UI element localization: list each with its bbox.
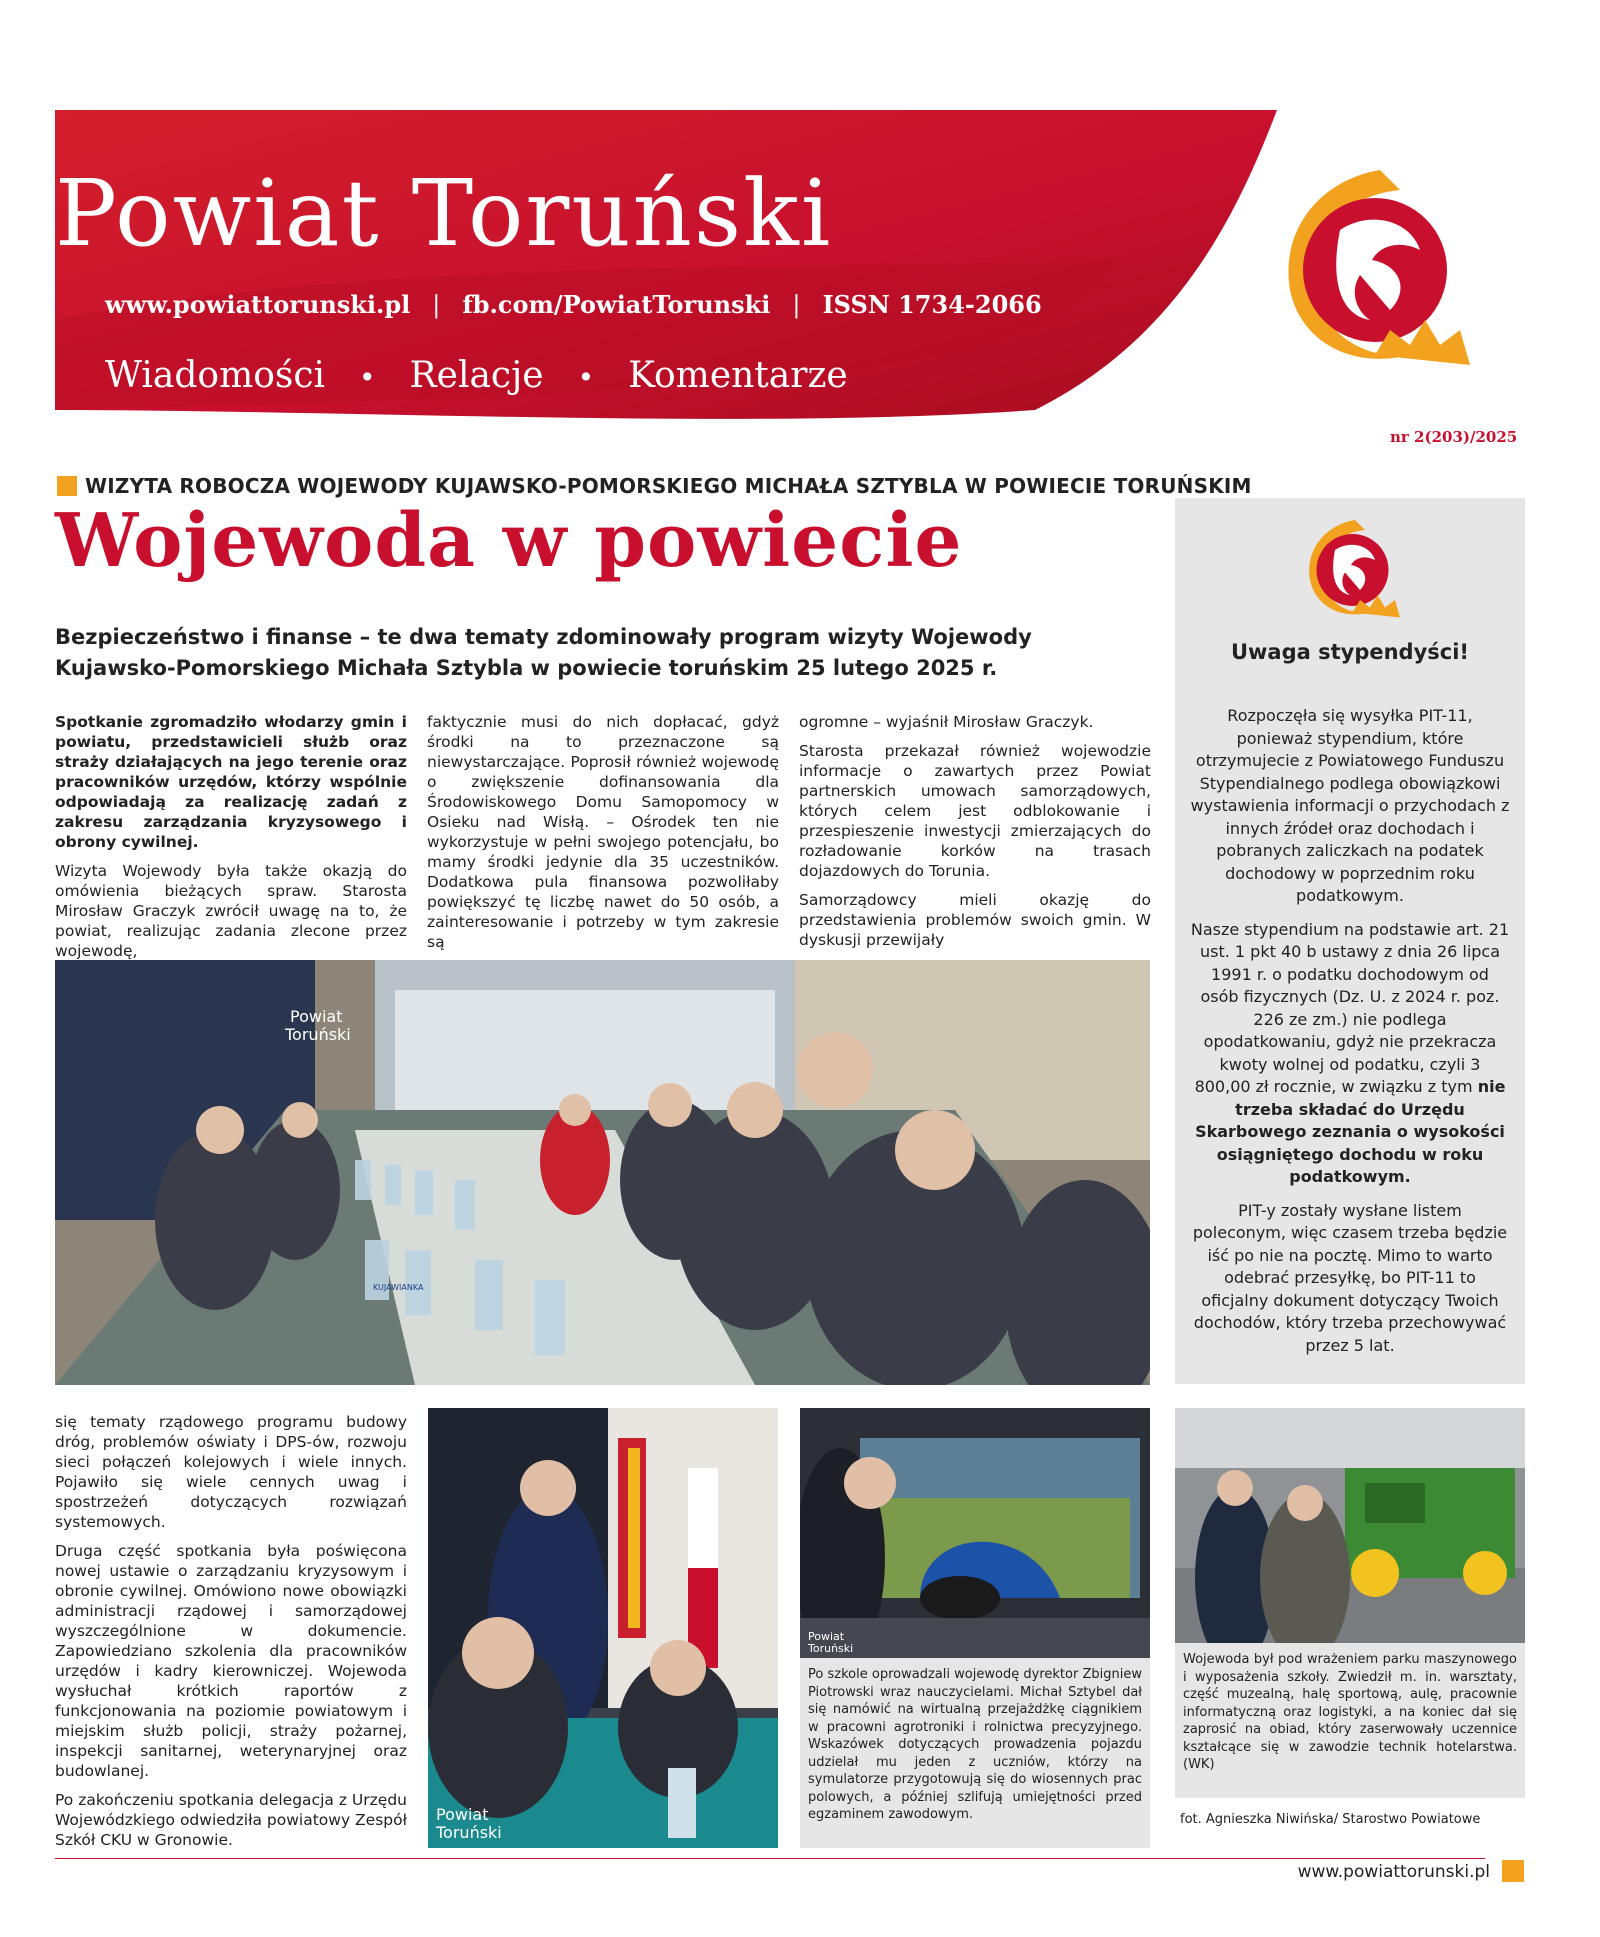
paragraph: Starosta przekazał również wojewodzie informacje o zawartych przez Powiat partnerskich umowach samorządowych, których celem jest odblokowanie i przespieszenie inwestycji zmierzających do rozładowanie korków na trasach dojazdowych do Torunia. [799, 742, 1151, 880]
paragraph: Druga część spotkania była poświęcona nowej ustawie o zarządzaniu kryzysowym i obronie cywilnej. Omówiono nowe obowiązki administracji rządowej i samorządowej wyszczególnione w dokumencie. Zapowiedziano szkolenia dla pracowników urzędów i kadry kierowniczej. Wojewoda wysłuchał krótkich raportów z funkcjonowania na poziomie powiatowym i miejskim służb policji, straży pożarnej, inspekcji sanitarnej, weterynaryjnej oraz budowlanej. [55, 1542, 407, 1780]
footer-website-link[interactable]: www.powiattorunski.pl [1297, 1862, 1490, 1882]
section-wiadomosci: Wiadomości [105, 355, 326, 396]
paragraph: Rozpoczęła się wysyłka PIT-11, ponieważ stypendium, które otrzymujecie z Powiatowego Funduszu Stypendialnego podlega obowiązkowi wystawienia informacji o przychodach z innych źródeł oraz dochodach i pobranych zaliczkach na podatek dochodowy w poprzednim roku podatkowym. [1190, 706, 1510, 905]
paragraph: ogromne – wyjaśnił Mirosław Graczyk. [799, 713, 1094, 731]
issn-label: ISSN 1734-2066 [822, 290, 1042, 319]
paragraph-text: Nasze stypendium na podstawie art. 21 ust. 1 pkt 40 b ustawy z dnia 26 lipca 1991 r. o podatku dochodowym od osób fizycznych (Dz. U. z 2024 r. poz. 226 ze zm.) nie podlega opodatkowaniu, gdyż nie przekracza kwoty wolnej od podatku, czyli 3 800,00 zł rocznie, w związku z tym [1190, 919, 1510, 1096]
simulator-photo [800, 1408, 1150, 1658]
article-column-1 [55, 712, 407, 970]
paragraph: Po zakończeniu spotkania delegacja z Urzędu Wojewódzkiego odwiedziła powiatowy Zespół Szkół CKU w Gronowie. [55, 1791, 407, 1849]
powiat-logo-icon [1260, 150, 1480, 390]
bottle-label: KUJAWIANKA [373, 1283, 424, 1292]
article-column-4 [55, 1412, 407, 1859]
article-headline: Wojewoda w powiecie [55, 498, 963, 584]
paragraph: faktycznie musi do nich dopłacać, gdyż środki na to przeznaczone są niewystarczające. Poprosił również wojewodę o zwiększenie dofinansowania dla Środowiskowego Domu Samopomocy w Osieku nad Wisłą. – Ośrodek ten nie wykorzystuje w pełni swojego potencjału, bo mamy środki jedynie dla 35 uczestników. Dodatkowa pula finansowa pozwoliłaby powiększyć tę liczbę nawet do 50 osób, a zainteresowanie i potrzeby w tym zakresie są [427, 713, 779, 951]
photo-watermark: Powiat [290, 1007, 343, 1026]
photo-watermark: Toruński [436, 1823, 502, 1842]
machinery-caption: Wojewoda był pod wrażeniem parku maszynowego i wyposażenia szkoły. Zwiedził m. in. warsztaty, część muzealną, halę sportową, aulę, pracownie informatyczną oraz logistyki, a na koniec dał się zaprosić na obiad, który zaserwowały uczennice kształcące się w zawodzie technik hotelarstwa. (WK) [1175, 1643, 1525, 1798]
photo-credit: fot. Agnieszka Niwińska/ Starostwo Powiatowe [1180, 1812, 1481, 1827]
kicker-marker [57, 476, 77, 496]
footer-marker [1502, 1860, 1524, 1882]
masthead-links: www.powiattorunski.pl | fb.com/PowiatTorunski | ISSN 1734-2066 [105, 290, 1042, 319]
article-column-2 [427, 712, 779, 961]
article-column-3 [799, 712, 1151, 959]
meeting-photo [55, 960, 1150, 1385]
masthead-sections: Wiadomości • Relacje • Komentarze [105, 355, 848, 396]
photo-watermark: Toruński [808, 1642, 854, 1655]
section-komentarze: Komentarze [628, 355, 848, 396]
facebook-link[interactable]: fb.com/PowiatTorunski [462, 290, 771, 319]
paragraph: PIT-y zostały wysłane listem poleconym, więc czasem trzeba będzie iść po nie na pocztę. Mimo to warto odebrać przesyłkę, bo PIT-11 to oficjalny dokument dotyczący Twoich dochodów, który trzeba przechowywać przez 5 lat. [1192, 1200, 1508, 1355]
article-lead: Bezpieczeństwo i finanse – te dwa tematy zdominowały program wizyty Wojewody Kujawsko-Pomorskiego Michała Sztybla w powiecie toruńskim 25 lutego 2025 r. [55, 625, 1032, 680]
photo-watermark: Toruński [285, 1025, 351, 1044]
paragraph: Samorządowcy mieli okazję do przedstawienia problemów swoich gmin. W dyskusji przewijały [799, 891, 1151, 949]
speaker-photo [428, 1408, 778, 1848]
website-link[interactable]: www.powiattorunski.pl [105, 290, 411, 319]
paragraph: Wizyta Wojewody była także okazją do omówienia bieżących spraw. Starosta Mirosław Graczyk zwrócił uwagę na to, że powiat, realizując zadania zlecone przez wojewodę, [55, 862, 407, 960]
sidebar-title: Uwaga stypendyści! [1230, 640, 1470, 664]
sidebar-body [1190, 705, 1510, 1368]
machinery-photo [1175, 1408, 1525, 1643]
simulator-caption: Po szkole oprowadzali wojewodę dyrektor Zbigniew Piotrowski wraz nauczycielami. Michał Sztybel dał się namówić na wirtualną przejażdżkę ciągnikiem w pracowni agrotroniki i rolnictwa precyzyjnego. Wskazówek dotyczących prowadzenia pojazdu udzielał mu jeden z uczniów, którzy na symulatorze przygotowują się do wiosennych prac polowych, a później szlifują umiejętności przed egzaminem zawodowym. [800, 1658, 1150, 1848]
paragraph [1190, 919, 1510, 1189]
footer-divider [55, 1858, 1485, 1859]
paragraph: Spotkanie zgromadziło włodarzy gmin i powiatu, przedstawicieli służb oraz straży działających na jego terenie oraz pracowników urzędów, którzy wspólnie odpowiadają za realizację zadań z zakresu zarządzania kryzysowego i obrony cywilnej. [55, 713, 407, 851]
paragraph: się tematy rządowego programu budowy dróg, problemów oświaty i DPS-ów, rozwoju sieci połączeń kolejowych i wiele innych. Pojawiło się wiele cennych uwag i spostrzeżeń dotyczących rozwiązań systemowych. [55, 1413, 407, 1531]
photo-watermark: Powiat [808, 1630, 845, 1643]
section-relacje: Relacje [409, 355, 544, 396]
article-kicker: WIZYTA ROBOCZA WOJEWODY KUJAWSKO-POMORSKIEGO MICHAŁA SZTYBLA W POWIECIE TORUŃSKIM [85, 474, 1252, 498]
issue-number: nr 2(203)/2025 [1390, 428, 1518, 446]
paragraph-emphasis: nie trzeba składać do Urzędu Skarbowego zeznania o wysokości osiągniętego dochodu w roku podatkowym. [1195, 1077, 1506, 1186]
masthead-title: Powiat Toruński [55, 160, 833, 267]
photo-watermark: Powiat [436, 1805, 489, 1824]
powiat-logo-icon [1288, 510, 1412, 630]
